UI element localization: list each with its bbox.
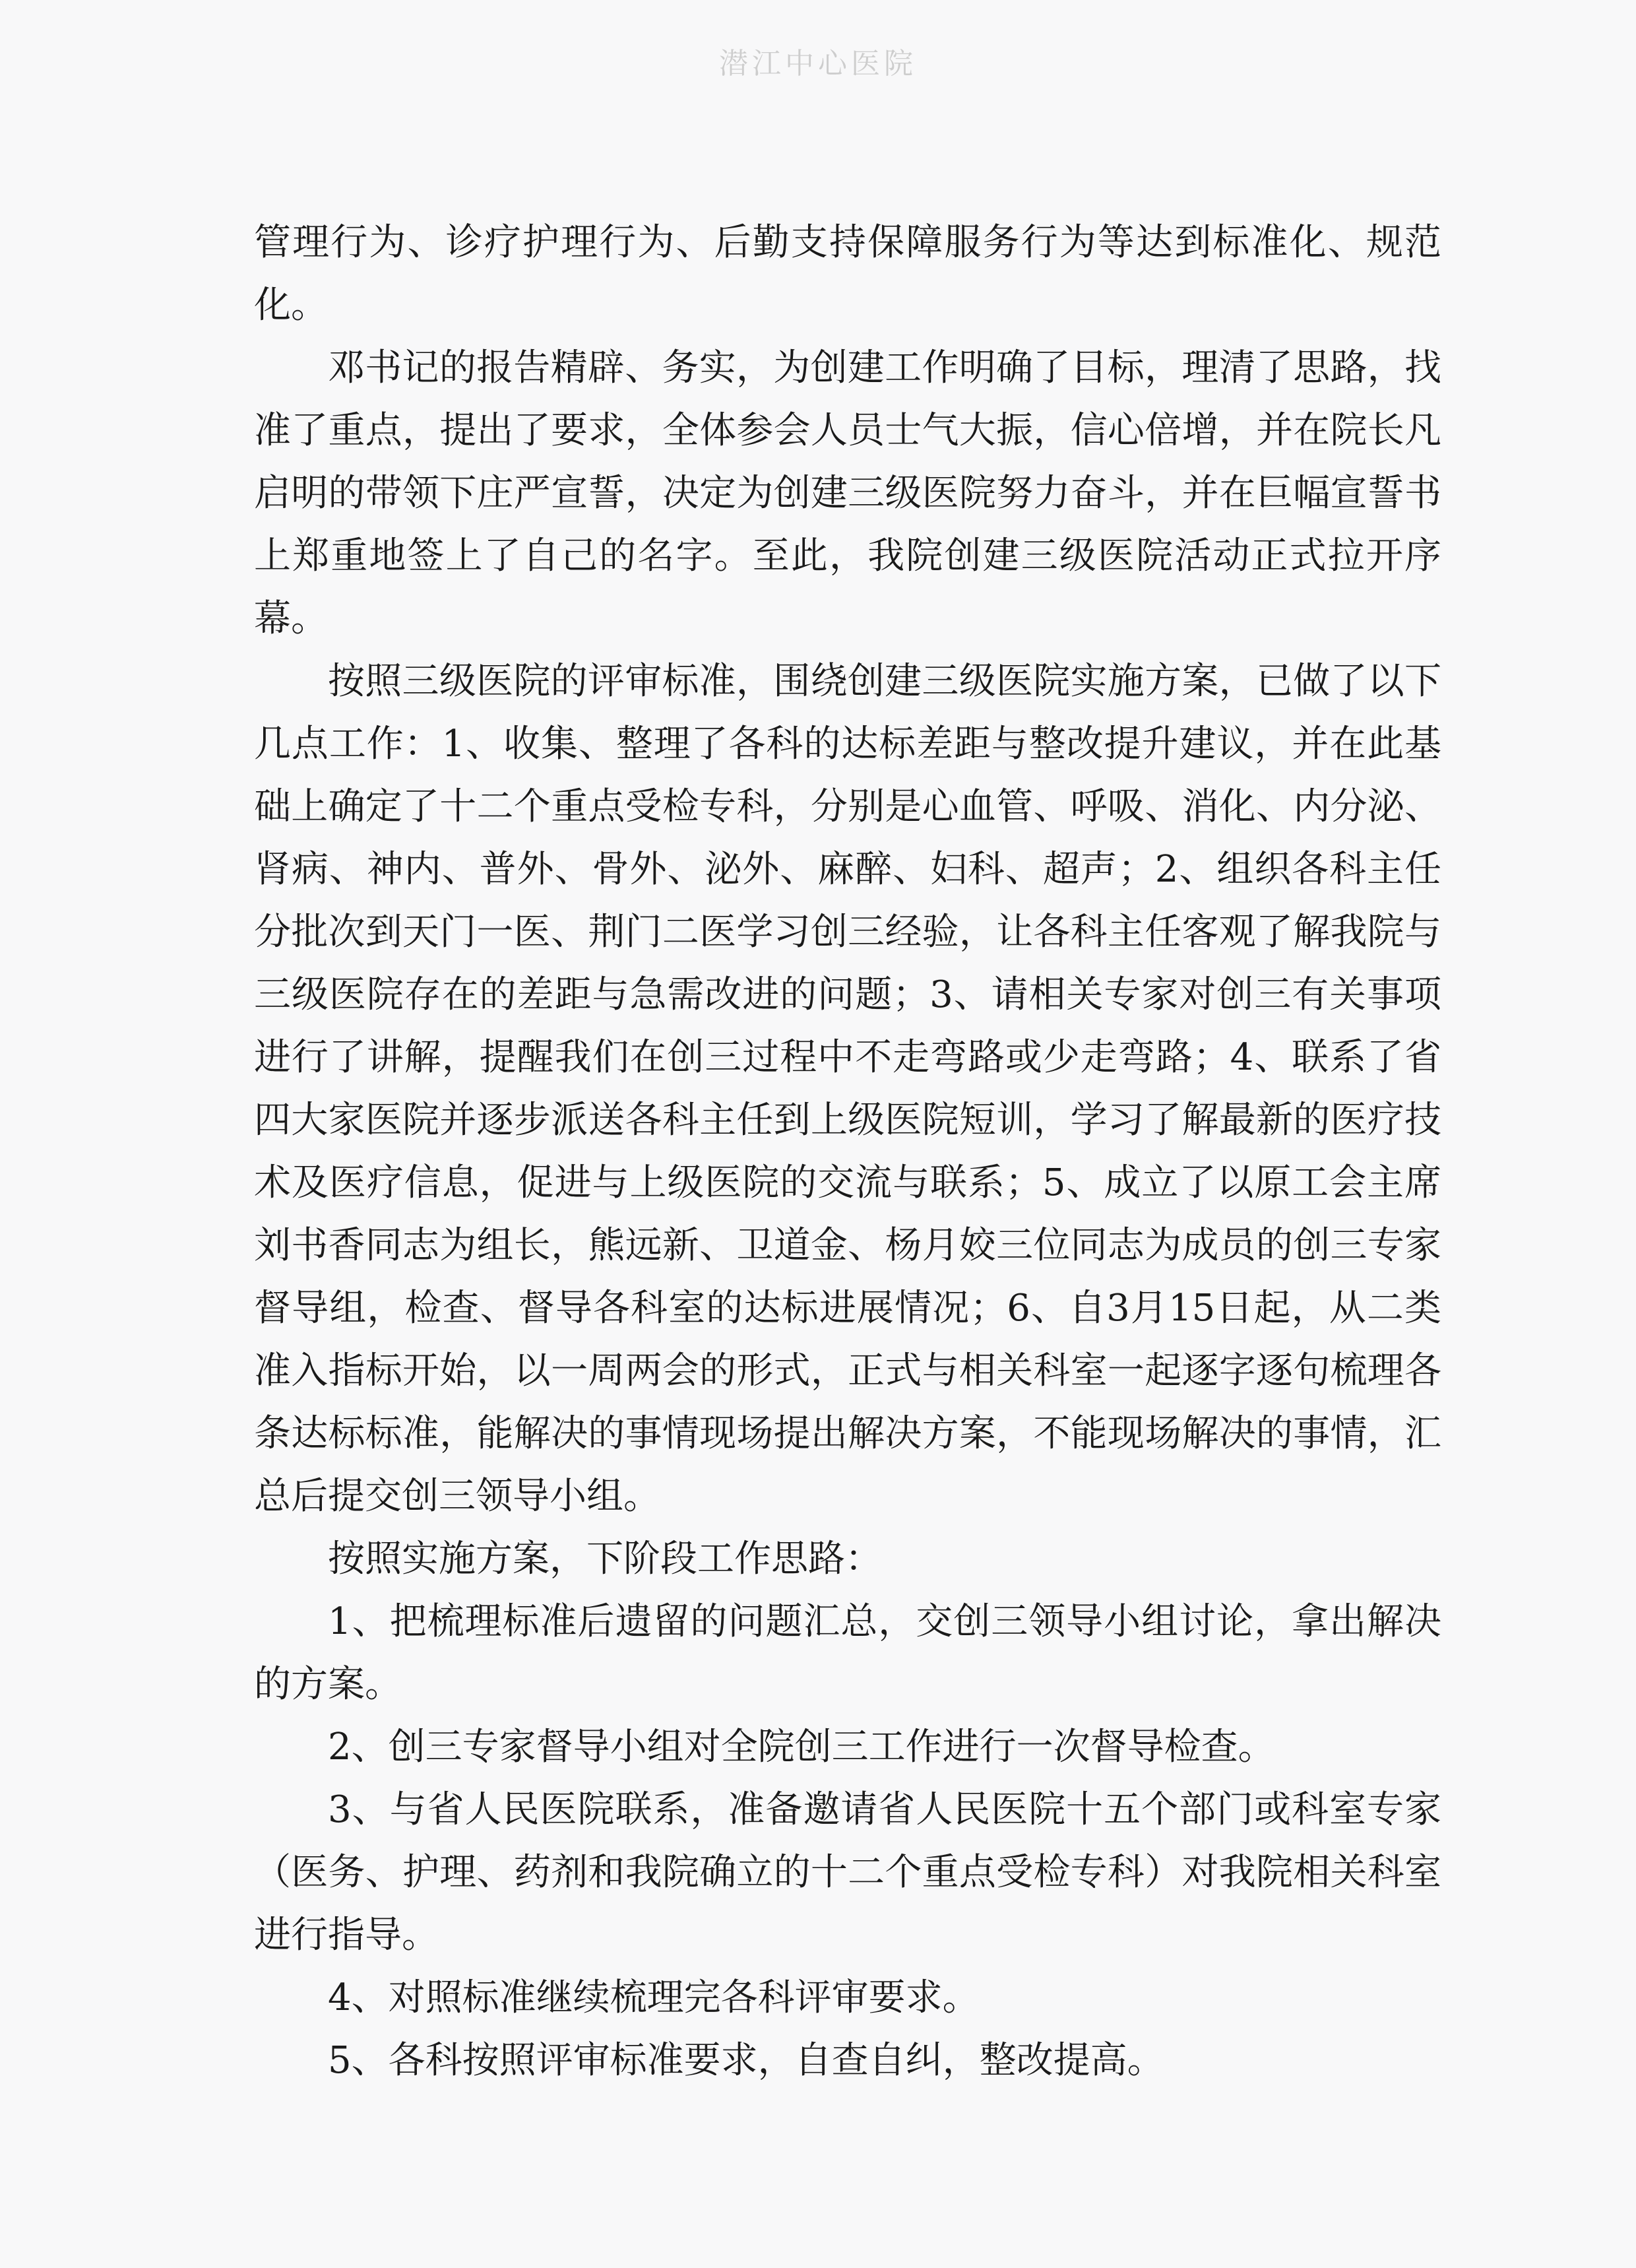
header-watermark: 潜江中心医院 <box>719 47 917 81</box>
list-item-3: 3、与省人民医院联系，准备邀请省人民医院十五个部门或科室专家（医务、护理、药剂和我院确立的十二个重点受检专科）对我院相关科室进行指导。 <box>254 1788 1441 1957</box>
document-body <box>254 211 1441 2092</box>
paragraph-report-summary: 邓书记的报告精辟、务实，为创建工作明确了目标，理清了思路，找准了重点，提出了要求，全体参会人员士气大振，信心倍增，并在院长凡启明的带领下庄严宣誓，决定为创建三级医院努力奋斗，并在巨幅宣誓书上郑重地签上了自己的名字。至此，我院创建三级医院活动正式拉开序幕。 <box>254 346 1441 640</box>
paragraph-next-steps-intro: 按照实施方案，下阶段工作思路： <box>328 1538 882 1580</box>
list-item-4: 4、对照标准继续梳理完各科评审要求。 <box>328 1976 980 2019</box>
list-item-2: 2、创三专家督导小组对全院创三工作进行一次督导检查。 <box>328 1726 1275 1768</box>
list-item-5: 5、各科按照评审标准要求，自查自纠，整改提高。 <box>328 2039 1164 2082</box>
paragraph-work-done: 按照三级医院的评审标准，围绕创建三级医院实施方案，已做了以下几点工作：1、收集、整理了各科的达标差距与整改提升建议，并在此基础上确定了十二个重点受检专科，分别是心血管、呼吸、消化、内分泌、肾病、神内、普外、骨外、泌外、麻醉、妇科、超声；2、组织各科主任分批次到天门一医、荆门二医学习创三经验，让各科主任客观了解我院与三级医院存在的差距与急需改进的问题；3、请相关专家对创三有关事项进行了讲解，提醒我们在创三过程中不走弯路或少走弯路；4、联系了省四大家医院并逐步派送各科主任到上级医院短训，学习了解最新的医疗技术及医疗信息，促进与上级医院的交流与联系；5、成立了以原工会主席刘书香同志为组长，熊远新、卫道金、杨月姣三位同志为成员的创三专家督导组，检查、督导各科室的达标进展情况；6、自3月15日起，从二类准入指标开始，以一周两会的形式，正式与相关科室一起逐字逐句梳理各条达标标准，能解决的事情现场提出解决方案，不能现场解决的事情，汇总后提交创三领导小组。 <box>254 660 1441 1518</box>
paragraph-standardization: 管理行为、诊疗护理行为、后勤支持保障服务行为等达到标准化、规范化。 <box>254 221 1441 327</box>
list-item-1: 1、把梳理标准后遗留的问题汇总，交创三领导小组讨论，拿出解决的方案。 <box>254 1600 1441 1706</box>
